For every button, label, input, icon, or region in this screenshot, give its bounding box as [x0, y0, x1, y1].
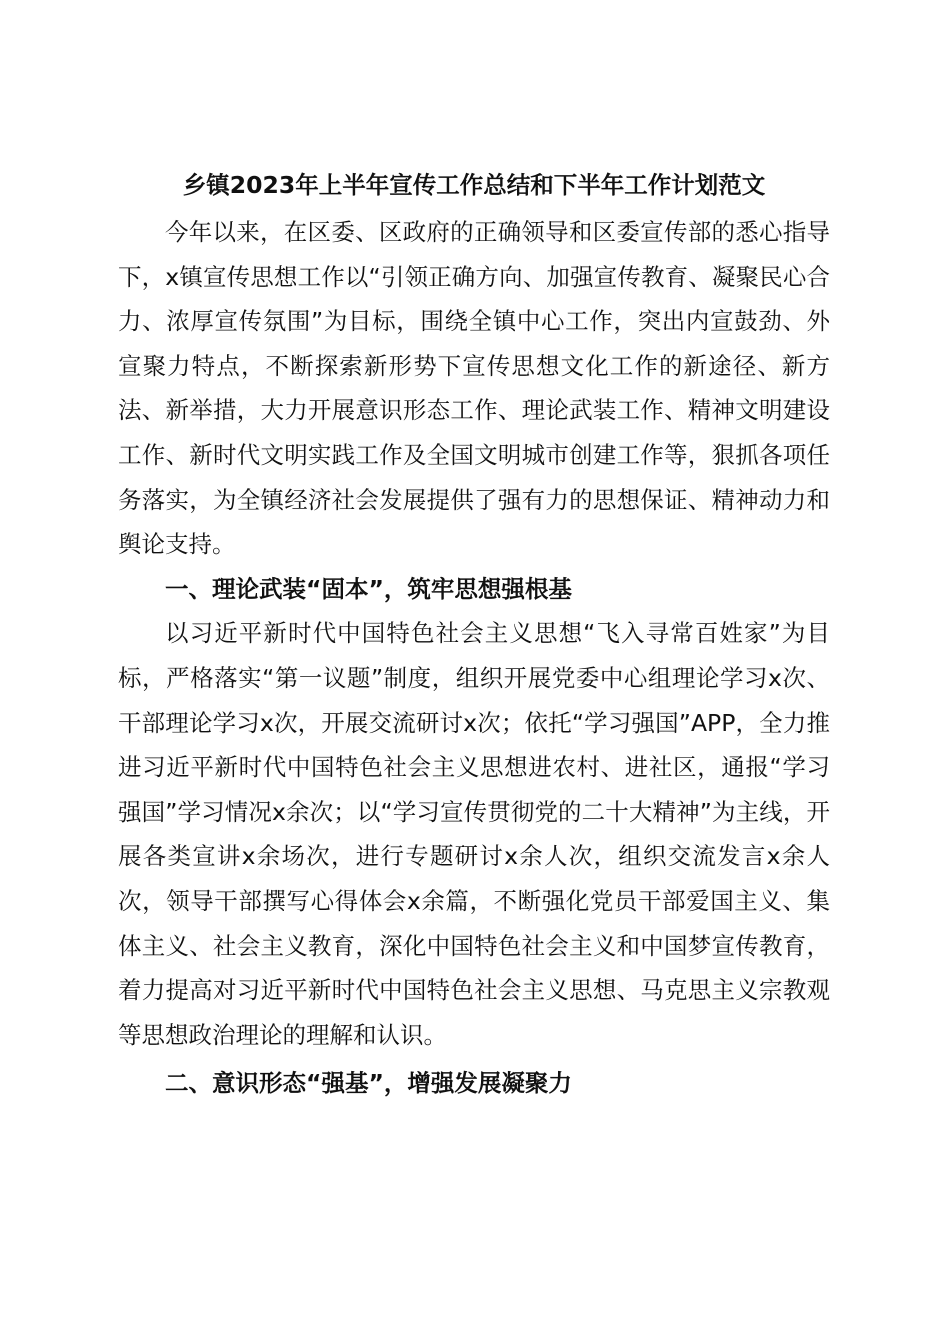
document-page — [118, 160, 830, 1106]
intro-paragraph: 今年以来，在区委、区政府的正确领导和区委宣传部的悉心指导下，x镇宣传思想工作以“引领正确方向、加强宣传教育、凝聚民心合力、浓厚宣传氛围”为目标，围绕全镇中心工作，突出内宣鼓劲、外宣聚力特点，不断探索新形势下宣传思想文化工作的新途径、新方法、新举措，大力开展意识形态工作、理论武装工作、精神文明建设工作、新时代文明实践工作及全国文明城市创建工作等，狠抓各项任务落实，为全镇经济社会发展提供了强有力的思想保证、精神动力和舆论支持。 — [118, 218, 830, 559]
section-2-heading: 二、意识形态“强基”，增强发展凝聚力 — [165, 1069, 572, 1098]
section-1-paragraph: 以习近平新时代中国特色社会主义思想“飞入寻常百姓家”为目标，严格落实“第一议题”制度，组织开展党委中心组理论学习x次、干部理论学习x次，开展交流研讨x次；依托“学习强国”APP，全力推进习近平新时代中国特色社会主义思想进农村、进社区，通报“学习强国”学习情况x余次；以“学习宣传贯彻党的二十大精神”为主线，开展各类宣讲x余场次，进行专题研讨x余人次，组织交流发言x余人次，领导干部撰写心得体会x余篇，不断强化党员干部爱国主义、集体主义、社会主义教育，深化中国特色社会主义和中国梦宣传教育，着力提高对习近平新时代中国特色社会主义思想、马克思主义宗教观等思想政治理论的理解和认识。 — [118, 619, 830, 1049]
section-1-heading: 一、理论武装“固本”，筑牢思想强根基 — [165, 574, 572, 603]
document-title: 乡镇2023年上半年宣传工作总结和下半年工作计划范文 — [182, 171, 766, 199]
